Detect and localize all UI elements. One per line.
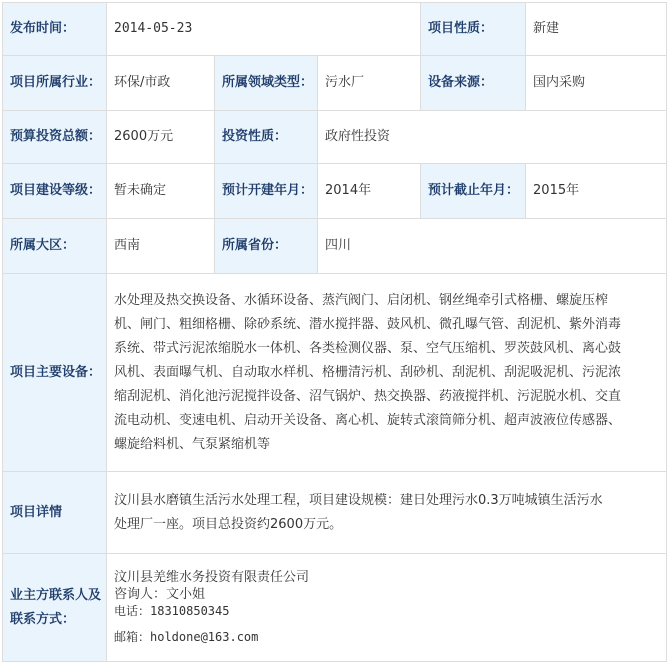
construction-level-label: 项目建设等级： xyxy=(3,164,107,219)
table-row xyxy=(3,554,667,662)
budget-label: 预算投资总额： xyxy=(3,111,107,164)
start-year-label: 预计开建年月： xyxy=(215,164,318,219)
contact-value xyxy=(107,554,667,662)
contact-phone: 电话：18310850345 xyxy=(114,604,230,618)
project-nature-label: 项目性质： xyxy=(421,3,526,56)
equipment-line: 缩刮泥机、消化池污泥搅拌设备、沼气锅炉、热交换器、药液搅拌机、污泥脱水机、交直 xyxy=(114,388,622,404)
contact-email: 邮箱：holdone@163.com xyxy=(114,630,259,644)
end-year-label: 预计截止年月： xyxy=(421,164,526,219)
table-row xyxy=(3,164,667,219)
equipment-source-label: 设备来源： xyxy=(421,56,526,111)
project-info-table xyxy=(2,2,667,662)
project-nature-value: 新建 xyxy=(526,3,667,56)
contact-label-line: 业主方联系人及 xyxy=(10,587,102,603)
equipment-source-value: 国内采购 xyxy=(526,56,667,111)
field-type-label: 所属领域类型： xyxy=(215,56,318,111)
start-year-value: 2014年 xyxy=(318,164,421,219)
publish-time-value: 2014-05-23 xyxy=(107,3,421,56)
investment-nature-label: 投资性质： xyxy=(215,111,318,164)
equipment-line: 风机、表面曝气机、自动取水样机、格栅清污机、刮砂机、刮泥机、刮泥吸泥机、污泥浓 xyxy=(114,364,622,380)
contact-label xyxy=(3,554,107,662)
details-line: 汶川县水磨镇生活污水处理工程，项目建设规模：建日处理污水0.3万吨城镇生活污水 xyxy=(114,492,603,508)
contact-label-line: 联系方式： xyxy=(10,611,76,627)
contact-company: 汶川县羌维水务投资有限责任公司 xyxy=(114,570,310,585)
table-row xyxy=(3,472,667,554)
equipment-line: 系统、带式污泥浓缩脱水一体机、各类检测仪器、泵、空气压缩机、罗茨鼓风机、离心鼓 xyxy=(114,340,622,356)
equipment-line: 机、闸门、粗细格栅、除砂系统、潜水搅拌器、鼓风机、微孔曝气管、刮泥机、紫外消毒 xyxy=(114,316,622,332)
investment-nature-value: 政府性投资 xyxy=(318,111,667,164)
details-label: 项目详情 xyxy=(3,472,107,554)
industry-label: 项目所属行业： xyxy=(3,56,107,111)
industry-value: 环保/市政 xyxy=(107,56,215,111)
region-label: 所属大区： xyxy=(3,219,107,274)
budget-value: 2600万元 xyxy=(107,111,215,164)
field-type-value: 污水厂 xyxy=(318,56,421,111)
equipment-line: 螺旋给料机、气泵紧缩机等 xyxy=(114,436,271,452)
table-row xyxy=(3,56,667,111)
publish-time-label: 发布时间： xyxy=(3,3,107,56)
equipment-label: 项目主要设备： xyxy=(3,274,107,472)
contact-person: 咨询人：文小姐 xyxy=(114,587,206,602)
details-value xyxy=(107,472,667,554)
table-row xyxy=(3,274,667,472)
equipment-value xyxy=(107,274,667,472)
details-line: 处理厂一座。项目总投资约2600万元。 xyxy=(114,516,343,532)
table-row xyxy=(3,219,667,274)
equipment-line: 流电动机、变速电机、启动开关设备、离心机、旋转式滚筒筛分机、超声波液位传感器、 xyxy=(114,412,622,428)
table-row xyxy=(3,111,667,164)
province-label: 所属省份： xyxy=(215,219,318,274)
table-row xyxy=(3,3,667,56)
construction-level-value: 暂未确定 xyxy=(107,164,215,219)
region-value: 西南 xyxy=(107,219,215,274)
end-year-value: 2015年 xyxy=(526,164,667,219)
province-value: 四川 xyxy=(318,219,667,274)
equipment-line: 水处理及热交换设备、水循环设备、蒸汽阀门、启闭机、钢丝绳牵引式格栅、螺旋压榨 xyxy=(114,292,609,308)
